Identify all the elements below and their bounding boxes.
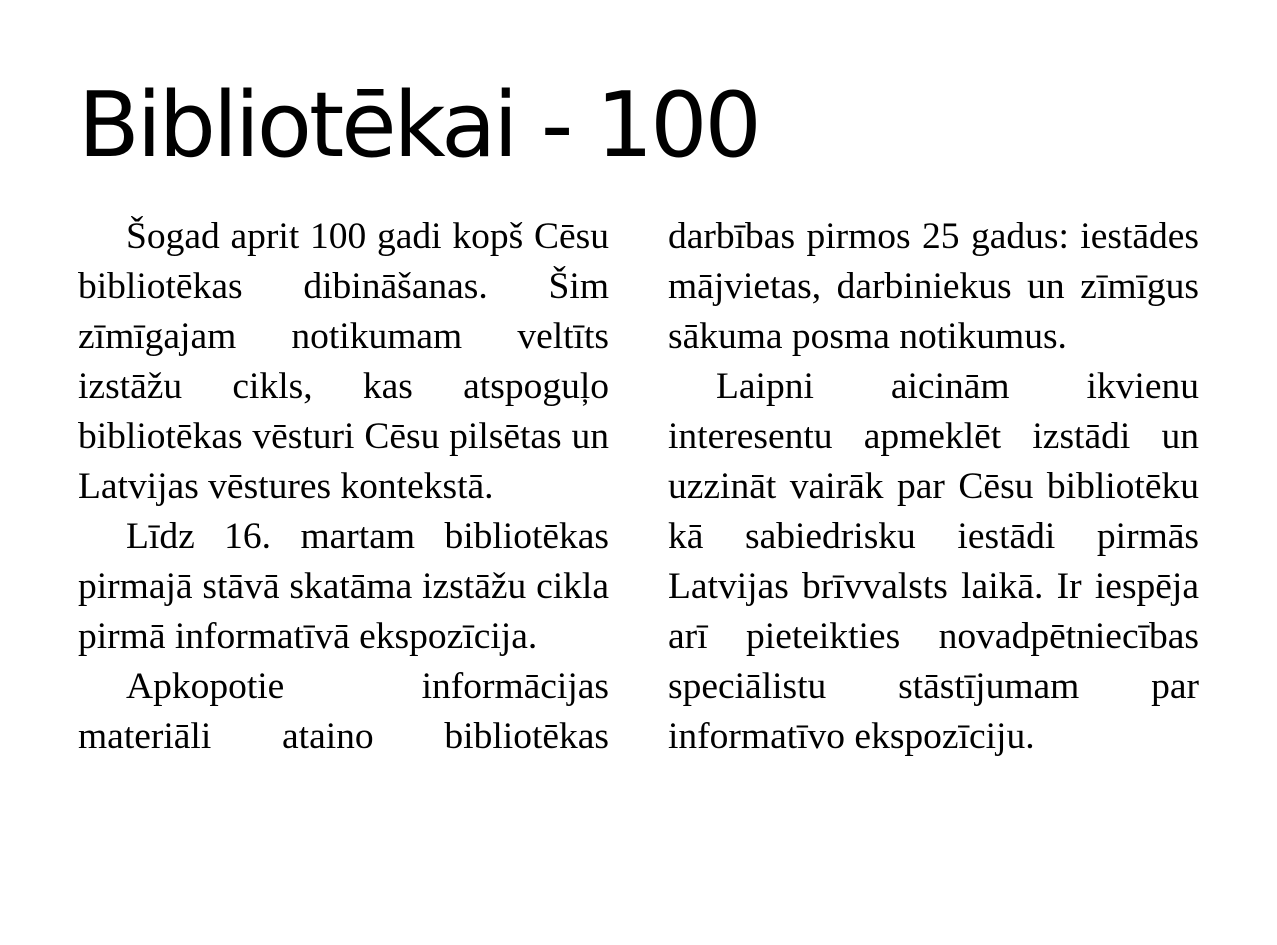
right-column <box>668 212 1199 762</box>
paragraph-1: Šogad aprit 100 gadi kopš Cēsu bibliotēkas dibināšanas. Šim zīmīgajam notikumam veltīts izstāžu cikls, kas atspoguļo bibliotēkas vēsturi Cēsu pilsētas un Latvijas vēstures kontekstā. <box>78 216 609 507</box>
article-title: Bibliotēkai - 100 <box>78 73 759 178</box>
left-column <box>78 212 609 762</box>
paragraph-2: Līdz 16. martam bibliotēkas pirmajā stāvā skatāma izstāžu cikla pirmā informatīvā ekspozīcija. <box>78 516 609 657</box>
paragraph-4: Laipni aicinām ikvienu interesentu apmeklēt izstādi un uzzināt vairāk par Cēsu bibliotēku kā sabiedrisku iestādi pirmās Latvijas brīvvalsts laikā. Ir iespēja arī pieteikties novadpētniecības speciālistu stāstījumam par informatīvo ekspozīciju. <box>668 366 1199 757</box>
paragraph-3-continued: darbības pirmos 25 gadus: iestādes mājvietas, darbiniekus un zīmīgus sākuma posma notikumus. <box>668 216 1199 357</box>
paragraph-3-start: Apkopotie informācijas materiāli ataino bibliotēkas <box>78 666 609 757</box>
